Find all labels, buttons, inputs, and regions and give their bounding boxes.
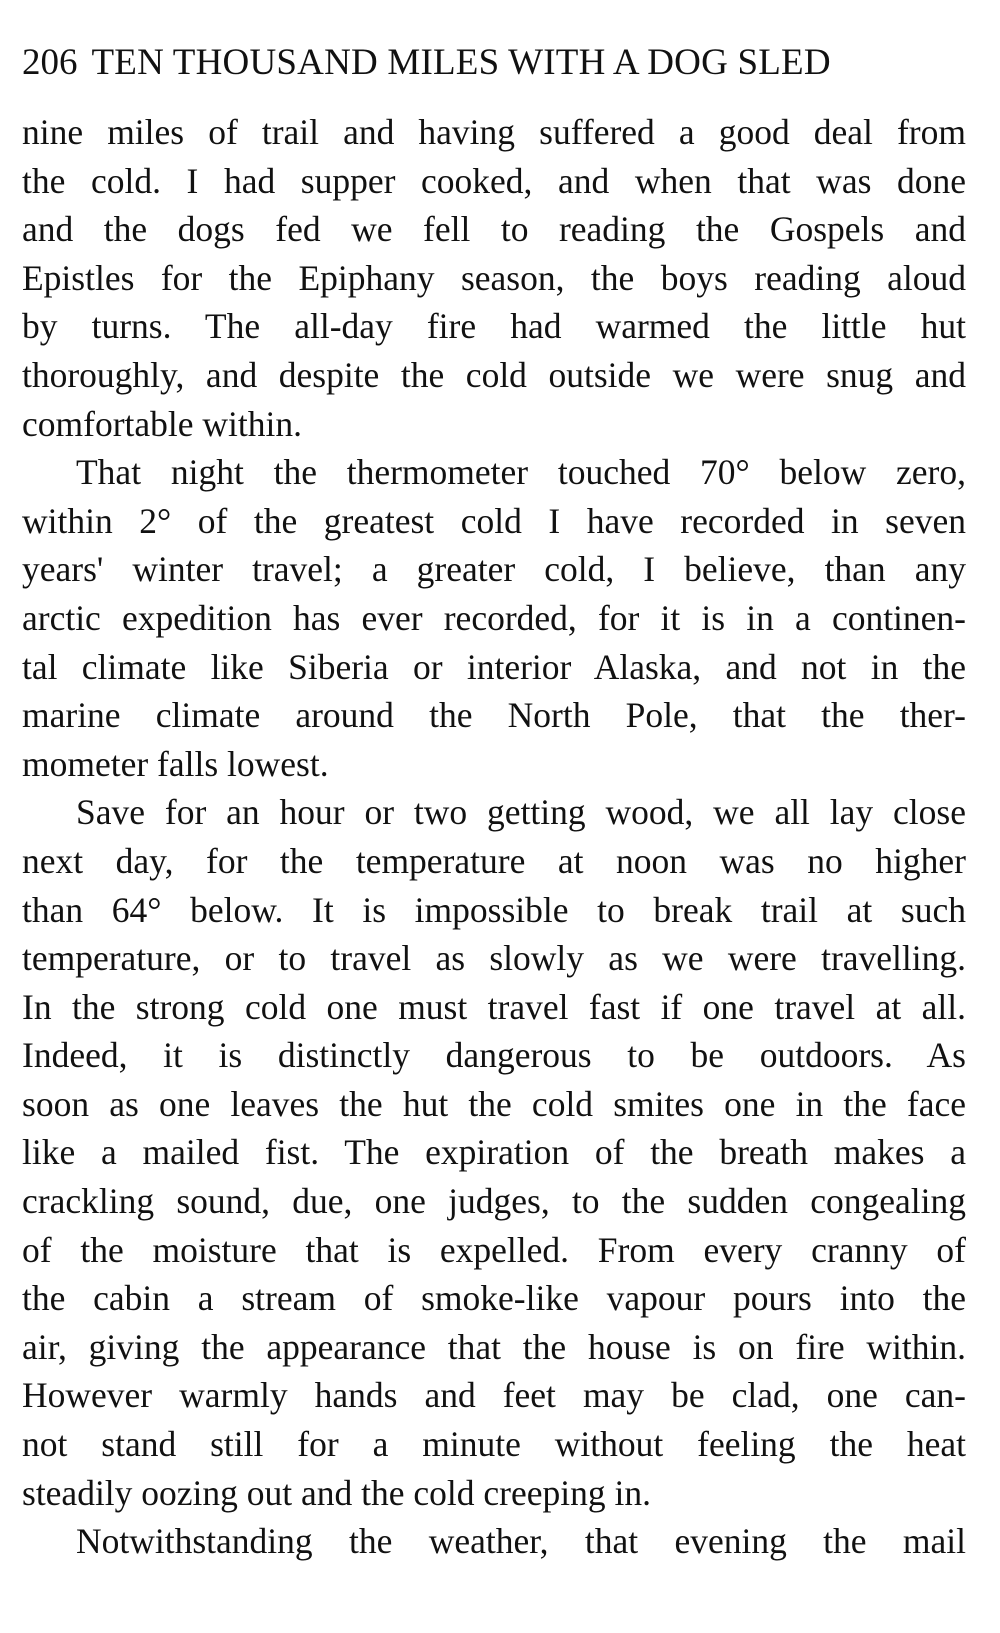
text-line: thoroughly, and despite the cold outside we were snug and bbox=[22, 354, 966, 395]
page-number: 206 bbox=[22, 42, 78, 83]
text-line: by turns. The all-day fire had warmed the little hut bbox=[22, 306, 966, 347]
text-line: not stand still for a minute without feeling the heat bbox=[22, 1424, 966, 1465]
text-line: marine climate around the North Pole, that the ther- bbox=[22, 695, 966, 736]
paragraph-first-line: That night the thermometer touched 70° below zero, bbox=[76, 452, 966, 493]
text-line: of the moisture that is expelled. From every cranny of bbox=[22, 1229, 966, 1270]
text-line: temperature, or to travel as slowly as we were travelling. bbox=[22, 938, 966, 979]
book-title: TEN THOUSAND MILES WITH A DOG SLED bbox=[91, 42, 831, 83]
text-line: comfortable within. bbox=[22, 403, 302, 444]
text-line: within 2° of the greatest cold I have recorded in seven bbox=[22, 500, 966, 541]
text-line: the cabin a stream of smoke-like vapour pours into the bbox=[22, 1278, 966, 1319]
paragraph-first-line: Save for an hour or two getting wood, we all lay close bbox=[76, 792, 966, 833]
text-line: Epistles for the Epiphany season, the boys reading aloud bbox=[22, 257, 966, 298]
body-text bbox=[22, 108, 966, 1566]
text-line: In the strong cold one must travel fast if one travel at all. bbox=[22, 986, 966, 1027]
text-line: steadily oozing out and the cold creeping in. bbox=[22, 1472, 651, 1513]
text-line: air, giving the appearance that the house is on fire within. bbox=[22, 1326, 966, 1367]
paragraph-first-line: Notwithstanding the weather, that evening the mail bbox=[76, 1521, 966, 1562]
text-line: the cold. I had supper cooked, and when that was done bbox=[22, 160, 966, 201]
text-line: crackling sound, due, one judges, to the sudden congealing bbox=[22, 1181, 966, 1222]
text-line: like a mailed fist. The expiration of the breath makes a bbox=[22, 1132, 966, 1173]
text-line: Indeed, it is distinctly dangerous to be outdoors. As bbox=[22, 1035, 966, 1076]
text-line: arctic expedition has ever recorded, for it is in a continen- bbox=[22, 597, 966, 638]
running-head bbox=[22, 38, 962, 88]
text-line: soon as one leaves the hut the cold smites one in the face bbox=[22, 1083, 966, 1124]
text-line: mometer falls lowest. bbox=[22, 743, 329, 784]
text-line: years' winter travel; a greater cold, I believe, than any bbox=[22, 549, 966, 590]
text-line: next day, for the temperature at noon was no higher bbox=[22, 840, 966, 881]
text-line: nine miles of trail and having suffered a good deal from bbox=[22, 112, 966, 152]
text-line: and the dogs fed we fell to reading the Gospels and bbox=[22, 209, 966, 250]
text-line: However warmly hands and feet may be clad, one can- bbox=[22, 1375, 966, 1416]
text-line: than 64° below. It is impossible to break trail at such bbox=[22, 889, 966, 930]
text-line: tal climate like Siberia or interior Alaska, and not in the bbox=[22, 646, 966, 687]
